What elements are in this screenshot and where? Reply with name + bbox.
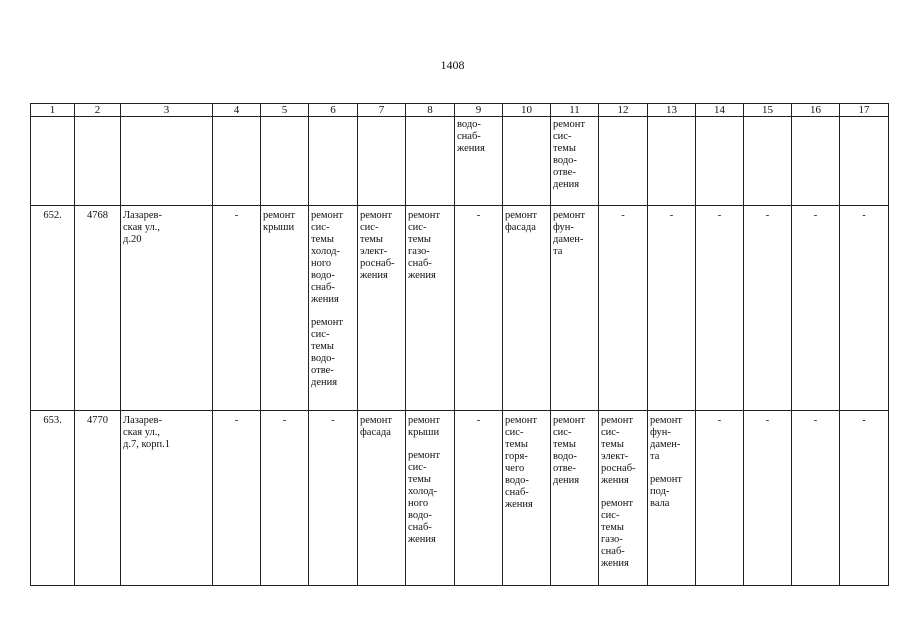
table-row [31,411,889,586]
cell-text: - [476,210,481,221]
address-cell [121,206,213,411]
cell-text: ремонт сис- темы холод- ного водо- снаб- жения [311,210,344,305]
table-row [31,206,889,411]
cell-text: - [765,210,770,221]
cell-text: - [717,415,722,426]
header-col-9: 9 [455,104,503,117]
table-cell [358,206,406,411]
table-cell [744,206,792,411]
cell-text: ремонт под- вала [650,474,683,509]
cell-text: ремонт фасада [505,210,538,233]
table-cell [599,206,648,411]
table-cell [696,411,744,586]
table-cell [406,117,455,206]
cell-text: - [669,210,674,221]
cell-text: - [813,210,818,221]
table-cell [503,117,551,206]
header-col-5: 5 [261,104,309,117]
table-cell [213,117,261,206]
table-cell [261,411,309,586]
cell-text: - [862,415,866,426]
cell-text: - [476,415,481,426]
header-col-4: 4 [213,104,261,117]
table-cell [406,411,455,586]
header-col-6: 6 [309,104,358,117]
cell-text: - [765,415,770,426]
table-cell [455,411,503,586]
cell-text: ремонт сис- темы газо- снаб- жения [408,210,441,281]
header-col-16: 16 [792,104,840,117]
id-cell [75,411,121,586]
table-cell [792,117,840,206]
header-col-8: 8 [406,104,455,117]
row-number-cell [31,411,75,586]
object-id: 4768 [87,210,108,221]
table-cell [840,206,889,411]
header-col-3: 3 [121,104,213,117]
page-number: 1408 [440,58,465,72]
cell-text: водо- снаб- жения [457,119,485,154]
cell-text: ремонт фасада [360,415,393,438]
cell-text: ремонт фун- дамен- та [553,210,586,257]
continuation-row [31,117,889,206]
cell-text: ремонт сис- темы горя- чего водо- снаб- жения [505,415,538,510]
table-cell [213,411,261,586]
header-col-13: 13 [648,104,696,117]
address: Лазарев- ская ул., д.7, корп.1 [123,415,171,450]
header-row [31,104,889,117]
row-number-cell [31,206,75,411]
table-cell [840,411,889,586]
table-cell [309,117,358,206]
table-cell [31,117,75,206]
table-cell [455,117,503,206]
id-cell [75,206,121,411]
table-cell [648,117,696,206]
header-col-10: 10 [503,104,551,117]
cell-text: - [234,210,239,221]
cell-text: ремонт сис- темы водо- отве- дения [553,415,586,486]
cell-text: ремонт сис- темы элект- роснаб- жения [601,415,636,486]
cell-text: - [621,210,625,221]
table-cell [648,206,696,411]
table-cell [503,206,551,411]
header-col-12: 12 [599,104,648,117]
row-number: 653. [43,415,62,426]
table-cell [551,206,599,411]
cell-text: - [813,415,818,426]
object-id: 4770 [87,415,108,426]
header-col-15: 15 [744,104,792,117]
header-col-17: 17 [840,104,889,117]
table-cell [599,117,648,206]
table-cell [792,206,840,411]
table-cell [696,117,744,206]
address-cell [121,411,213,586]
cell-text: ремонт сис- темы холод- ного водо- снаб- жения [408,450,441,545]
address: Лазарев- ская ул., д.20 [123,210,162,245]
cell-text: - [282,415,287,426]
cell-text: ремонт фун- дамен- та [650,415,683,462]
table-cell [792,411,840,586]
header-col-14: 14 [696,104,744,117]
table-cell [309,411,358,586]
header-col-1: 1 [31,104,75,117]
cell-text: ремонт сис- темы газо- снаб- жения [601,498,634,569]
table-cell [358,117,406,206]
table-cell [261,117,309,206]
cell-text: - [234,415,239,426]
cell-text: - [862,210,866,221]
table-cell [599,411,648,586]
table-cell [744,117,792,206]
table-cell [648,411,696,586]
cell-text: - [331,415,335,426]
table-cell [358,411,406,586]
table-cell [455,206,503,411]
table-cell [261,206,309,411]
table-cell [406,206,455,411]
cell-text: ремонт сис- темы водо- отве- дения [311,317,344,388]
table-cell [551,117,599,206]
cell-text: ремонт крыши [408,415,441,438]
table-cell [840,117,889,206]
table-cell [121,117,213,206]
table-cell [744,411,792,586]
header-col-11: 11 [551,104,599,117]
table-cell [551,411,599,586]
cell-text: ремонт крыши [263,210,296,233]
cell-text: ремонт сис- темы водо- отве- дения [553,119,586,190]
cell-text: ремонт сис- темы элект- роснаб- жения [360,210,395,281]
table-cell [696,206,744,411]
table-cell [213,206,261,411]
row-number: 652. [43,210,62,221]
table-cell [309,206,358,411]
repair-schedule-table [30,103,889,586]
table-cell [75,117,121,206]
header-col-2: 2 [75,104,121,117]
table-cell [503,411,551,586]
cell-text: - [717,210,722,221]
header-col-7: 7 [358,104,406,117]
